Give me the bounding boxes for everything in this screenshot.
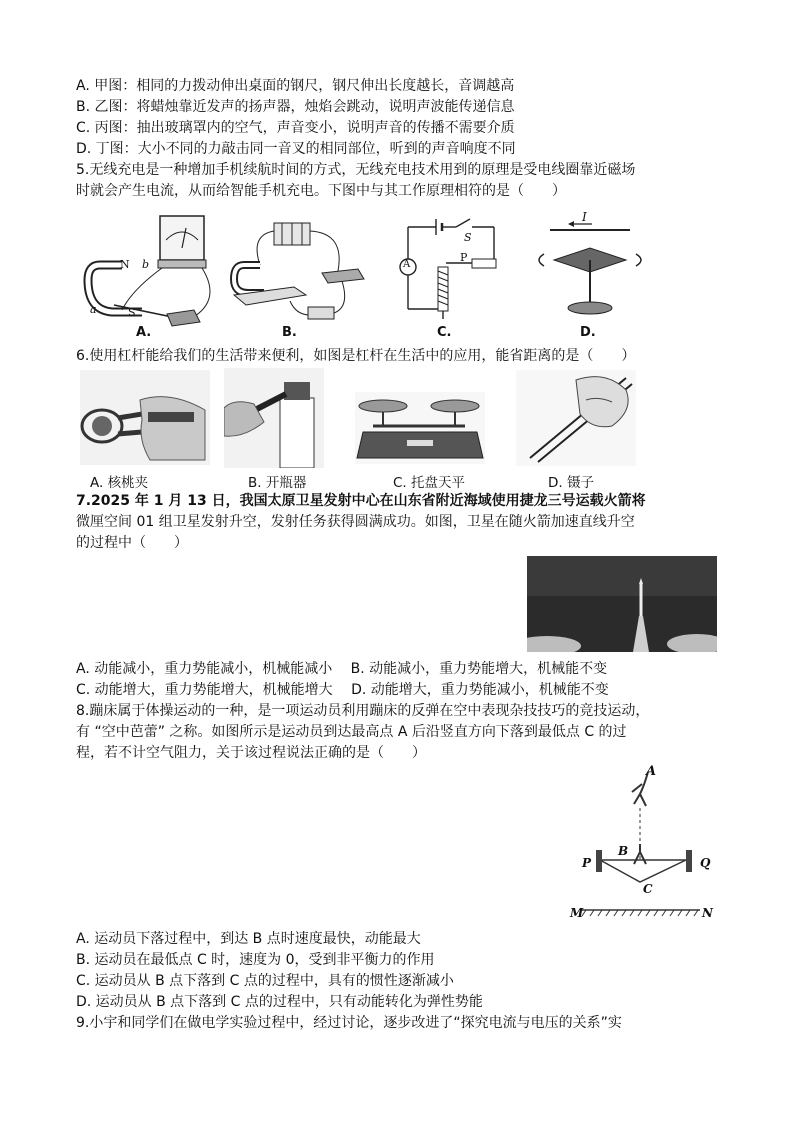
q8-stem-line2: 有 “空中芭蕾” 之称。如图所示是运动员到达最高点 A 后沿竖直方向下落到最低点 C 的过 [76,724,627,740]
fig-d-current-label: I [582,210,587,224]
q5-figure-b [230,215,370,330]
q7-stem-line1: 7.2025 年 1 月 13 日，我国太原卫星发射中心在山东省附近海域使用捷龙三号运载火箭将 [76,493,646,509]
q5-figure-c [398,215,508,325]
q7-options-line1: A. 动能减小，重力势能减小，机械能减小 B. 动能减小，重力势能增大，机械能不变 [76,661,608,677]
q8-stem-line1: 8.蹦床属于体操运动的一种，是一项运动员利用蹦床的反弹在空中表现杂技技巧的竞技运动， [76,703,650,719]
q6-caption-c: C. 托盘天平 [393,475,466,491]
q5-stem-line1: 5.无线充电是一种增加手机续航时间的方式，无线充电技术用到的原理是受电线圈靠近磁场 [76,162,636,178]
fig-q8-n-label: N [702,906,713,920]
q6-caption-a: A. 核桃夹 [90,475,149,491]
q5-caption-c: C. [437,325,452,340]
fig-a-a-label: a [90,303,97,316]
fig-q8-a-label: A [646,764,657,779]
q5-stem-line2: 时就会产生电流，从而给智能手机充电。下图中与其工作原理相符的是（ ） [76,183,566,199]
q8-option-b: B. 运动员在最低点 C 时，速度为 0，受到非平衡力的作用 [76,952,435,968]
q6-caption-b: B. 开瓶器 [248,475,307,491]
fig-a-s-label: S [128,306,136,319]
q4-option-d: D. 丁图：大小不同的力敲击同一音叉的相同部位，听到的声音响度不同 [76,141,516,157]
q5-caption-b: B. [282,325,297,340]
q6-figure-balance [355,392,485,464]
q6-stem: 6.使用杠杆能给我们的生活带来便利，如图是杠杆在生活中的应用，能省距离的是（ ） [76,348,636,364]
q6-caption-d: D. 镊子 [548,475,594,491]
fig-q8-b-label: B [618,844,629,858]
q5-figure-a [82,210,232,335]
q4-option-a: A. 甲图：相同的力拨动伸出桌面的钢尺，钢尺伸出长度越长，音调越高 [76,78,515,94]
q8-option-c: C. 运动员从 B 点下落到 C 点的过程中，具有的惯性逐渐减小 [76,973,454,989]
q4-option-b: B. 乙图：将蜡烛靠近发声的扬声器，烛焰会跳动，说明声波能传递信息 [76,99,515,115]
q7-options-line2: C. 动能增大，重力势能增大，机械能增大 D. 动能增大，重力势能减小，机械能不变 [76,682,609,698]
fig-c-ammeter-label: A [403,259,411,270]
q9-stem-line1: 9.小宇和同学们在做电学实验过程中，经过讨论，逐步改进了“探究电流与电压的关系”实 [76,1015,622,1031]
fig-q8-c-label: C [643,882,653,896]
q8-trampoline-figure [570,764,720,929]
q8-stem-line3: 程，若不计空气阻力，关于该过程说法正确的是（ ） [76,745,426,761]
fig-a-b-label: b [142,258,150,271]
q6-figure-bottle-opener [224,368,324,468]
fig-q8-m-label: M [570,906,584,920]
q5-figure-d [530,210,650,325]
q7-stem-line2: 微厘空间 01 组卫星发射升空，发射任务获得圆满成功。如图，卫星在随火箭加速直线升空 [76,514,635,530]
q6-figure-tweezers [516,370,636,466]
fig-q8-p-label: P [582,856,592,870]
q8-option-a: A. 运动员下落过程中，到达 B 点时速度最快，动能最大 [76,931,421,947]
q7-stem-line3: 的过程中（ ） [76,535,188,551]
fig-c-p-label: P [460,251,468,264]
q7-rocket-photo [527,556,717,652]
q5-caption-d: D. [580,325,596,340]
fig-q8-q-label: Q [700,856,711,870]
q8-option-d: D. 运动员从 B 点下落到 C 点的过程中，只有动能转化为弹性势能 [76,994,483,1010]
q6-figure-walnut-cracker [80,370,210,465]
fig-a-n-label: N [120,258,130,271]
fig-c-switch-label: S [464,231,472,244]
q4-option-c: C. 丙图：抽出玻璃罩内的空气，声音变小，说明声音的传播不需要介质 [76,120,515,136]
q5-caption-a: A. [136,325,152,340]
